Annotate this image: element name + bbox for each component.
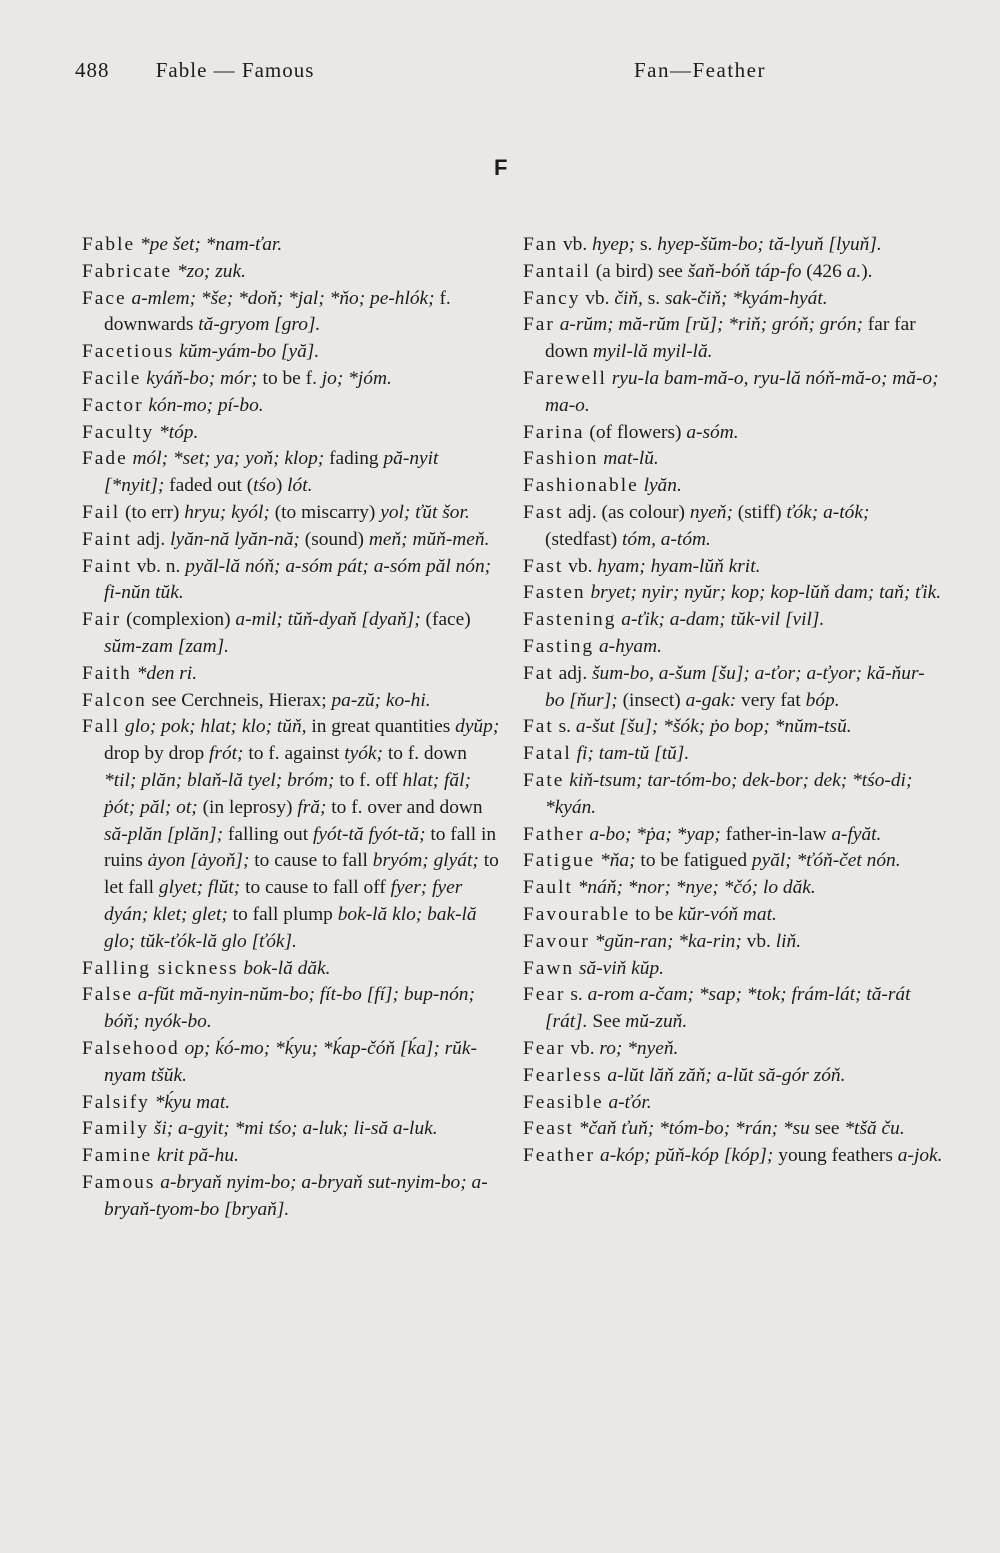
entry-gloss: f. downwards [104, 287, 451, 336]
entry-headword: Faith [82, 662, 132, 684]
entry-gloss: to f. against [243, 743, 345, 765]
entry-headword: Faint [82, 528, 132, 550]
entry-headword: Farina [523, 421, 585, 443]
entry-headword: Fat [523, 662, 554, 684]
dictionary-entry [82, 420, 502, 447]
entry-translation: lót. [287, 475, 313, 497]
entry-translation: lyăn-nă lyăn-nă; [170, 528, 300, 550]
entry-gloss: ). [861, 260, 873, 282]
entry-gloss: See [587, 1011, 626, 1033]
dictionary-entry [82, 607, 502, 661]
entry-headword: Faint [82, 555, 132, 577]
entry-translation: glo; pok; hlat; klo; tŭň, [120, 716, 307, 738]
dictionary-entry [82, 714, 502, 955]
entry-translation: frót; [209, 743, 244, 765]
entry-headword: Fantail [523, 260, 591, 282]
dictionary-entry [523, 1116, 943, 1143]
dictionary-entry [523, 634, 943, 661]
entry-headword: Fasten [523, 582, 586, 604]
entry-translation: hyep-šŭm-bo; tă-lyuň [lyuň]. [657, 234, 882, 255]
entry-translation: a-sóm. [686, 421, 739, 443]
dictionary-entry [523, 1036, 943, 1063]
running-head-left [75, 58, 314, 83]
entry-translation: a-ťór. [603, 1091, 652, 1113]
dictionary-entry [523, 902, 943, 929]
entry-gloss: s. [635, 234, 658, 255]
page-number: 488 [75, 58, 110, 82]
entry-translation: dyŭp; [455, 716, 500, 738]
entry-headword: Fable [82, 234, 136, 255]
entry-translation: a-rŭm; mă-rŭm [rŭ]; *riň; gróň; grón; [554, 314, 863, 336]
entry-headword: Fastening [523, 609, 617, 631]
entry-gloss: in great quantities [306, 716, 456, 738]
dictionary-entry [523, 607, 943, 634]
entry-headword: Fawn [523, 957, 575, 979]
entry-translation: a-ťik; a-dam; tŭk-vil [vil]. [616, 609, 825, 631]
entry-gloss: (stiff) [732, 501, 787, 523]
entry-gloss: s. [642, 287, 665, 309]
dictionary-entry [82, 1143, 502, 1170]
entry-translation: hryu; kyól; [184, 501, 270, 523]
entry-headword: Fan [523, 234, 559, 255]
dictionary-entry [82, 554, 502, 608]
entry-translation: hyep; [592, 234, 636, 255]
dictionary-entry [82, 446, 502, 500]
entry-translation: nyeň; [689, 501, 733, 523]
entry-translation: krit pă-hu. [152, 1145, 239, 1167]
dictionary-entry [523, 554, 943, 581]
entry-gloss: far far down [545, 314, 916, 363]
dictionary-entry [82, 500, 502, 527]
entry-translation: a-jok. [897, 1145, 943, 1167]
entry-gloss: vb. [741, 930, 776, 952]
entry-translation: *tšă ču. [844, 1118, 905, 1140]
entry-translation: hyam; hyam-lŭň krit. [597, 555, 761, 577]
entry-gloss: vb. [565, 1037, 600, 1059]
entry-translation: fră; [297, 796, 327, 818]
dictionary-entry [82, 1090, 502, 1117]
dictionary-entry [523, 259, 943, 286]
dictionary-entry [523, 473, 943, 500]
entry-translation: *čaň ťuň; *tóm-bo; *rán; *su [573, 1118, 810, 1140]
entry-translation: a-mlem; *še; *doň; *jal; *ňo; pe-hlók; [126, 287, 435, 309]
entry-gloss: father-in-law [720, 823, 832, 845]
entry-gloss: adj. [131, 528, 171, 550]
entry-translation: a. [846, 260, 862, 282]
dictionary-entry [82, 1170, 502, 1224]
dictionary-entry [82, 1116, 502, 1143]
dictionary-entry [523, 500, 943, 554]
entry-gloss: (stedfast) [545, 528, 622, 550]
right-column [523, 232, 943, 1170]
entry-gloss: to f. over and down [326, 796, 483, 818]
dictionary-entry [523, 956, 943, 983]
entry-headword: Fair [82, 609, 122, 631]
entry-headword: Fast [523, 555, 564, 577]
dictionary-entry [523, 1143, 943, 1170]
entry-gloss: to be [630, 903, 679, 925]
entry-headword: Fear [523, 1037, 566, 1059]
entry-gloss: (face) [420, 609, 471, 631]
entry-gloss: (to err) [120, 501, 185, 523]
entry-translation: tśo [253, 475, 276, 497]
entry-translation: kŭr-vóň mat. [678, 903, 777, 925]
entry-gloss: adj. (as colour) [563, 501, 690, 523]
entry-translation: ryu-la bam-mă-o, ryu-lă nóň-mă-o; mă-o; ma-o. [545, 367, 939, 416]
entry-gloss: (in leprosy) [197, 796, 298, 818]
entry-headword: Fade [82, 448, 128, 470]
entry-gloss: very fat [736, 689, 806, 711]
dictionary-entry [523, 1063, 943, 1090]
entry-translation: bryet; nyir; nyŭr; kop; kop-lŭň dam; taň; ťik. [585, 582, 942, 604]
entry-gloss: faded out ( [164, 475, 254, 497]
entry-gloss: see [809, 1118, 845, 1140]
entry-translation: bok-lă dăk. [238, 957, 331, 979]
entry-translation: tă-gryom [gro]. [198, 314, 321, 336]
entry-translation: myil-lă myil-lă. [592, 341, 713, 363]
entry-gloss: adj. [553, 662, 593, 684]
entry-translation: fi; tam-tŭ [tŭ]. [571, 743, 690, 765]
entry-translation: *gŭn-ran; *ka-rin; [589, 930, 742, 952]
dictionary-entry [523, 580, 943, 607]
entry-translation: *den ri. [131, 662, 198, 684]
entry-translation: ši; a-gyit; *mi tśo; a-luk; li-să a-luk. [148, 1118, 438, 1140]
entry-gloss: (426 [801, 260, 847, 282]
entry-translation: fyer; fyer dyán; klet; glet; [104, 877, 463, 925]
dictionary-entry [82, 232, 502, 259]
entry-headword: Farewell [523, 367, 607, 389]
entry-gloss: to fall in ruins [104, 823, 497, 872]
dictionary-entry [523, 768, 943, 822]
entry-gloss: s. [553, 716, 576, 738]
left-range-title: Fable — Famous [155, 58, 315, 82]
entry-headword: Fatigue [523, 850, 596, 872]
entry-headword: Fatal [523, 743, 572, 765]
entry-translation: a-lŭt lăň zăň; a-lŭt să-gór zóň. [602, 1064, 846, 1086]
entry-headword: Feather [523, 1145, 596, 1167]
entry-translation: kiň-tsum; tar-tóm-bo; dek-bor; dek; *tśo-di; *kyán. [545, 769, 913, 818]
entry-translation: tóm, a-tóm. [622, 528, 711, 550]
entry-translation: bok-lă klo; bak-lă glo; tŭk-ťók-lă glo [ťók]. [104, 903, 477, 952]
entry-translation: glyet; flŭt; [158, 877, 241, 899]
dictionary-entry [82, 527, 502, 554]
entry-headword: Famine [82, 1145, 153, 1167]
entry-translation: op; ḱó-mo; *ḱyu; *ḱap-čóň [ḱa]; rŭk-nyam tšŭk. [104, 1037, 477, 1086]
dictionary-entry [82, 366, 502, 393]
entry-gloss: see Cerchneis, Hierax; [146, 689, 332, 711]
entry-gloss: to let fall [104, 850, 499, 899]
entry-translation: *tóp. [154, 421, 199, 443]
dictionary-entry [523, 741, 943, 768]
entry-translation: liň. [775, 930, 802, 952]
entry-headword: Family [82, 1118, 149, 1140]
entry-translation: *ňa; [595, 850, 636, 872]
dictionary-entry [523, 366, 943, 420]
entry-gloss: vb. n. [131, 555, 186, 577]
entry-headword: Feast [523, 1118, 574, 1140]
dictionary-entry [82, 1036, 502, 1090]
entry-headword: Falsify [82, 1091, 150, 1113]
dictionary-entry [523, 929, 943, 956]
entry-translation: kyáň-bo; mór; [141, 367, 258, 389]
entry-translation: šum-bo, a-šum [šu]; a-ťor; a-ťyor; kă-ňur-bo [ňur]; [545, 662, 925, 711]
entry-translation: kón-mo; pí-bo. [143, 394, 264, 416]
entry-translation: pyăl-lă nóň; a-sóm pát; a-sóm păl nón; fi-nŭn tŭk. [104, 555, 492, 604]
dictionary-entry [523, 1090, 943, 1117]
entry-headword: False [82, 984, 133, 1006]
entry-translation: ro; *nyeň. [599, 1037, 679, 1059]
entry-translation: kŭm-yám-bo [yă]. [174, 341, 320, 363]
entry-translation: mól; *set; ya; yoň; klop; [127, 448, 325, 470]
entry-gloss: to cause to fall off [240, 877, 391, 899]
entry-translation: ťók; a-tók; [786, 501, 870, 523]
entry-translation: fyót-tă fyót-tă; [312, 823, 426, 845]
dictionary-entry [523, 232, 943, 259]
entry-gloss: to fall plump [227, 903, 338, 925]
entry-translation: *pe šet; *nam-ťar. [135, 234, 283, 255]
entry-headword: Falsehood [82, 1037, 180, 1059]
entry-translation: bryóm; glyát; [372, 850, 479, 872]
entry-headword: Factor [82, 394, 144, 416]
entry-translation: *zo; zuk. [172, 260, 246, 282]
entry-headword: Falling sickness [82, 957, 239, 979]
dictionary-entry [82, 393, 502, 420]
entry-gloss: to f. down [382, 743, 468, 765]
dictionary-entry [82, 982, 502, 1036]
entry-headword: Far [523, 314, 555, 336]
left-column [82, 232, 502, 1223]
entry-gloss: ) [275, 475, 288, 497]
entry-headword: Fashion [523, 448, 599, 470]
entry-gloss: to be fatigued [635, 850, 752, 872]
entry-translation: a-gak: [685, 689, 737, 711]
entry-headword: Fear [523, 984, 566, 1006]
entry-gloss: (insect) [617, 689, 686, 711]
dictionary-entry [82, 286, 502, 340]
entry-translation: mŭ-zuň. [625, 1011, 688, 1033]
dictionary-entry [82, 339, 502, 366]
entry-translation: meň; mŭň-meň. [368, 528, 490, 550]
dictionary-entry [82, 661, 502, 688]
entry-translation: ȧyon [ȧyoň]; [147, 850, 250, 872]
entry-gloss: fading [324, 448, 384, 470]
entry-translation: să-plăn [plăn]; [104, 823, 224, 845]
dictionary-entry [523, 446, 943, 473]
entry-headword: Fabricate [82, 260, 173, 282]
entry-translation: a-šut [šu]; *šók; ṗo bop; *nŭm-tsŭ. [575, 716, 852, 738]
dictionary-entry [523, 875, 943, 902]
entry-translation: pyăl; *ťóň-čet nón. [751, 850, 901, 872]
entry-gloss: young feathers [773, 1145, 898, 1167]
entry-gloss: falling out [223, 823, 313, 845]
entry-headword: Facile [82, 367, 142, 389]
entry-headword: Fail [82, 501, 121, 523]
section-letter: F [494, 155, 508, 180]
entry-gloss: vb. [580, 287, 615, 309]
entry-headword: Fashionable [523, 475, 639, 497]
entry-translation: hlat; făl; ṗót; păl; ot; [104, 769, 471, 818]
entry-headword: Favour [523, 930, 590, 952]
entry-translation: čiň, [614, 287, 643, 309]
entry-translation: *náň; *nor; *nye; *čó; lo dăk. [572, 877, 816, 899]
entry-translation: a-bryaň nyim-bo; a-bryaň sut-nyim-bo; a-bryaň-tyom-bo [bryaň]. [104, 1171, 488, 1220]
dictionary-entry [523, 661, 943, 715]
entry-gloss: (to miscarry) [269, 501, 381, 523]
dictionary-entry [523, 982, 943, 1036]
dictionary-entry [523, 714, 943, 741]
entry-gloss: (sound) [299, 528, 369, 550]
entry-gloss: (complexion) [121, 609, 236, 631]
dictionary-entry [82, 688, 502, 715]
entry-gloss: to cause to fall [249, 850, 373, 872]
entry-translation: yol; ťŭt šor. [380, 501, 470, 523]
entry-translation: mat-lŭ. [598, 448, 659, 470]
dictionary-entry [523, 848, 943, 875]
entry-headword: Feasible [523, 1091, 604, 1113]
entry-translation: a-fyăt. [831, 823, 882, 845]
entry-headword: Fate [523, 769, 565, 791]
entry-gloss: vb. [563, 555, 598, 577]
entry-headword: Faculty [82, 421, 155, 443]
entry-gloss: (of flowers) [584, 421, 687, 443]
dictionary-entry [523, 420, 943, 447]
dictionary-entry [523, 312, 943, 366]
entry-gloss: to f. off [334, 769, 403, 791]
entry-headword: Falcon [82, 689, 147, 711]
entry-headword: Facetious [82, 341, 175, 363]
dictionary-entry [82, 259, 502, 286]
entry-translation: a-fŭt mă-nyin-nŭm-bo; fít-bo [fí]; bup-nón; bóň; nyók-bo. [104, 984, 475, 1033]
entry-headword: Fast [523, 501, 564, 523]
entry-translation: a-mil; tŭň-dyaň [dyaň]; [235, 609, 421, 631]
entry-translation: a-rom a-čam; *sap; *tok; frám-lát; tă-rát [rát]. [545, 984, 911, 1033]
entry-translation: sŭm-zam [zam]. [104, 635, 229, 657]
entry-translation: *til; plăn; blaň-lă tyel; bróm; [104, 769, 335, 791]
entry-translation: bóp. [805, 689, 840, 711]
entry-translation: šaň-bóň táp-fo [687, 260, 802, 282]
entry-headword: Fall [82, 716, 121, 738]
entry-gloss: vb. [558, 234, 593, 255]
entry-translation: jo; *jóm. [321, 367, 392, 389]
entry-headword: Fearless [523, 1064, 603, 1086]
entry-translation: pă-nyit [*nyit]; [104, 448, 439, 497]
running-head-right: Fan—Feather [634, 58, 766, 82]
entry-gloss: s. [565, 984, 588, 1006]
entry-translation: să-viň kŭp. [574, 957, 665, 979]
entry-gloss: drop by drop [104, 743, 210, 765]
entry-headword: Favourable [523, 903, 631, 925]
entry-translation: pa-zŭ; ko-hi. [331, 689, 431, 711]
entry-translation: sak-čiň; *kyám-hyát. [664, 287, 828, 309]
entry-gloss: to be f. [257, 367, 322, 389]
entry-headword: Face [82, 287, 127, 309]
entry-headword: Fault [523, 877, 573, 899]
dictionary-entry [523, 286, 943, 313]
entry-headword: Fancy [523, 287, 581, 309]
entry-gloss: (a bird) see [590, 260, 688, 282]
dictionary-entry [82, 956, 502, 983]
entry-headword: Fasting [523, 635, 595, 657]
entry-translation: a-bo; *ṗa; *yap; [584, 823, 721, 845]
entry-headword: Famous [82, 1171, 156, 1193]
entry-translation: a-kóp; pŭň-kóp [kóp]; [595, 1145, 774, 1167]
entry-headword: Father [523, 823, 585, 845]
entry-headword: Fat [523, 716, 554, 738]
entry-translation: tyók; [344, 743, 383, 765]
dictionary-entry [523, 822, 943, 849]
entry-translation: a-hyam. [594, 635, 662, 657]
entry-translation: *ḱyu mat. [149, 1091, 231, 1113]
entry-translation: lyăn. [638, 475, 682, 497]
